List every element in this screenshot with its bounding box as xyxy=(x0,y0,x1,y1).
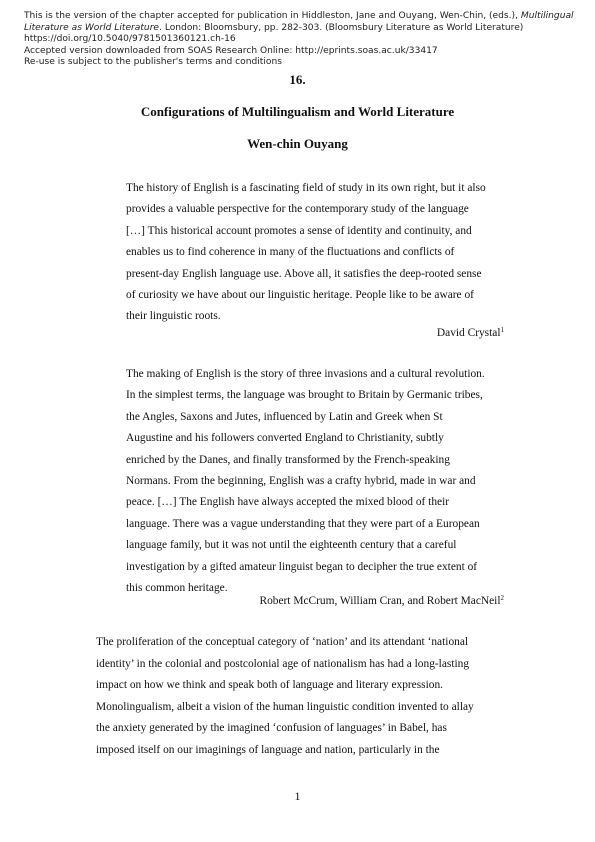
author-name: Wen-chin Ouyang xyxy=(247,136,348,151)
epigraph-line: of curiosity we have about our linguistic heritage. People like to be aware of xyxy=(126,288,474,301)
body-line: The proliferation of the conceptual category of ‘nation’ and its attendant ‘national xyxy=(96,636,469,648)
header-reuse-note: Re-use is subject to the publisher's terms and conditions xyxy=(24,57,282,68)
header-line-2: Literature as World Literature. London: Bloomsbury, pp. 282-303. (Bloomsbury Literature as World Literature) xyxy=(24,22,524,33)
epigraph-line: investigation by a gifted amateur linguist began to decipher the true extent of xyxy=(126,560,478,573)
header-line-1: This is the version of the chapter accepted for publication in Hiddleston, Jane and Ouyang, Wen-Chin, (eds.), Multilingual xyxy=(24,11,574,21)
body-line: identity’ in the colonial and postcolonial age of nationalism has had a long-lasting xyxy=(96,657,470,670)
body-paragraph xyxy=(96,632,510,761)
epigraph-1-attribution: David Crystal$^1$ xyxy=(436,326,504,339)
epigraph-line: language family, but it was not until the eighteenth century that a careful xyxy=(126,539,457,552)
epigraph-line: provides a valuable perspective for the contemporary study of the language xyxy=(126,203,469,216)
epigraph-line: The making of English is the story of three invasions and a cultural revolution. xyxy=(126,368,485,380)
page-number: 1 xyxy=(294,789,301,803)
epigraph-line: language. There was a vague understanding that they were part of a European xyxy=(126,517,480,530)
epigraph-line: this common heritage. xyxy=(126,581,228,594)
body-line: Monolingualism, albeit a vision of the human linguistic condition invented to allay xyxy=(96,700,474,713)
chapter-title: Configurations of Multilingualism and World Literature xyxy=(140,104,455,119)
epigraph-line: Augustine and his followers converted England to Christianity, subtly xyxy=(126,432,444,445)
epigraph-line: enriched by the Danes, and finally transformed by the French-speaking xyxy=(126,453,450,466)
body-line: impact on how we think and speak both of language and literary expression. xyxy=(96,679,444,691)
footnote-marker[interactable]: 1 xyxy=(500,326,504,334)
epigraph-line: The history of English is a fascinating field of study in its own right, but it also xyxy=(126,182,486,194)
epigraph-2 xyxy=(126,364,504,599)
epigraph-line: Normans. From the beginning, English was a crafty hybrid, made in war and xyxy=(126,474,476,487)
header-eprints-link[interactable]: Accepted version downloaded from SOAS Research Online: http://eprints.soas.ac.uk/33417 xyxy=(24,45,438,56)
epigraph-line: their linguistic roots. xyxy=(126,310,221,323)
epigraph-line: […] This historical account promotes a sense of identity and continuity, and xyxy=(126,224,472,237)
epigraph-line: present-day English language use. Above all, it satisfies the deep-rooted sense xyxy=(126,267,482,280)
body-line: the anxiety generated by the imagined ‘confusion of languages’ in Babel, has xyxy=(96,722,447,734)
epigraph-line: In the simplest terms, the language was brought to Britain by Germanic tribes, xyxy=(126,389,483,402)
chapter-number: 16. xyxy=(289,72,306,87)
epigraph-line: peace. […] The English have always accepted the mixed blood of their xyxy=(126,496,450,509)
publication-header xyxy=(24,11,576,69)
footnote-marker[interactable]: 2 xyxy=(500,594,504,602)
epigraph-1 xyxy=(126,178,504,328)
epigraph-line: the Angles, Saxons and Jutes, influenced by Latin and Greek when St xyxy=(126,410,443,423)
epigraph-2-attribution: Robert McCrum, William Cran, and Robert MacNeil$^2$ xyxy=(259,594,504,607)
epigraph-line: enables us to find coherence in many of the fluctuations and conflicts of xyxy=(126,246,455,259)
header-doi-link[interactable]: https://doi.org/10.5040/9781501360121.ch-16 xyxy=(24,34,236,45)
body-line: imposed itself on our imaginings of language and nation, particularly in the xyxy=(96,743,440,756)
